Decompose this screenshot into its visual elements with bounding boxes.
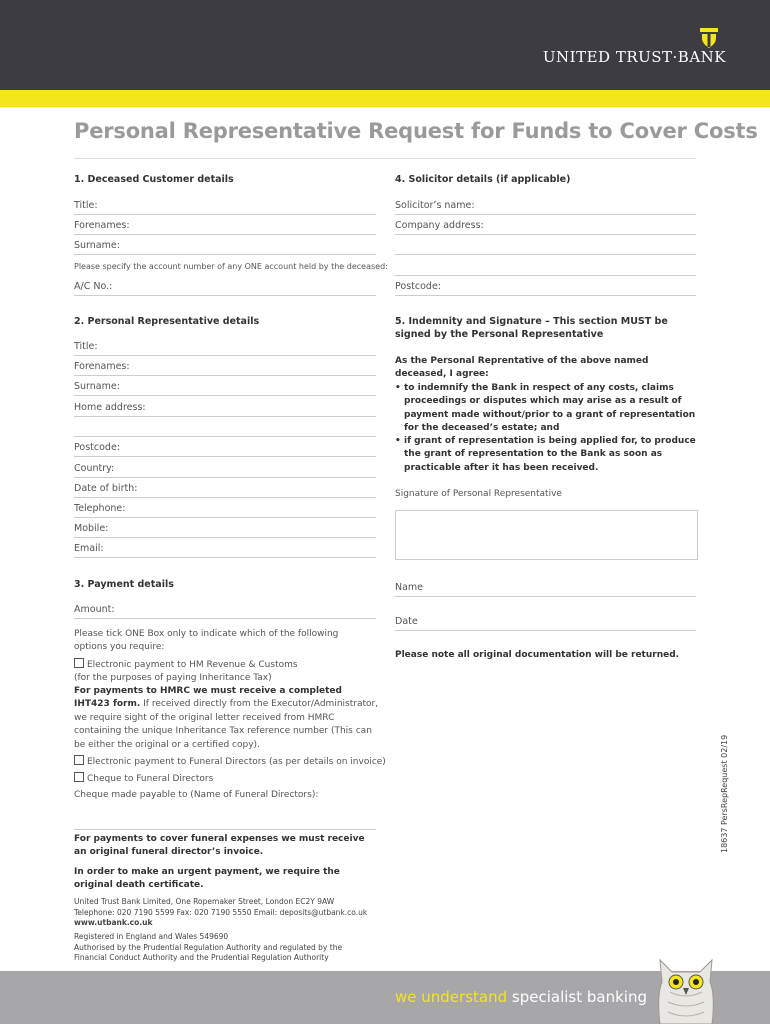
rep-telephone-field[interactable] — [74, 503, 376, 518]
hmrc-note-text: If received directly from the Executor/Administrator, we require sight of the original letter received from HMRC containing the unique Inheritance Tax reference number (This can be either the original or a certified copy). — [74, 699, 379, 750]
option-cheque-label: Cheque to Funeral Directors — [87, 774, 214, 784]
deceased-surname-label: Surname: — [74, 240, 120, 251]
rep-home-address-field[interactable] — [74, 402, 376, 417]
footer-address: United Trust Bank Limited, One Ropemaker Street, London EC2Y 9AW — [74, 897, 335, 906]
company-address-field[interactable] — [395, 220, 696, 235]
option-funeral-electronic-label: Electronic payment to Funeral Directors (as per details on invoice) — [87, 757, 386, 767]
hmrc-checkbox[interactable] — [74, 658, 84, 668]
rep-address-line2-field[interactable] — [74, 422, 376, 437]
owl-icon — [650, 952, 722, 1024]
rep-forenames-label: Forenames: — [74, 361, 130, 372]
bullet-dot-2: • — [395, 436, 401, 446]
solicitor-postcode-field[interactable] — [395, 281, 696, 296]
section2-heading: 2. Personal Representative details — [74, 316, 260, 327]
rep-postcode-label: Postcode: — [74, 442, 120, 453]
footer-authorised-line1: Authorised by the Prudential Regulation Authority and regulated by the — [74, 942, 343, 952]
rep-surname-field[interactable] — [74, 381, 376, 396]
tagline-highlight: we understand — [395, 988, 508, 1006]
cheque-payable-field[interactable] — [74, 829, 376, 830]
header-banner — [0, 0, 770, 90]
form-code: 18637 PersRepRequest 02/19 — [720, 734, 729, 853]
deceased-title-field[interactable] — [74, 200, 376, 215]
section3-heading: 3. Payment details — [74, 579, 174, 590]
tagline-rest: specialist banking — [511, 988, 647, 1006]
rep-name-field[interactable] — [395, 582, 696, 597]
company-address-label: Company address: — [395, 220, 484, 231]
option-hmrc-line2: (for the purposes of paying Inheritance Tax) — [74, 673, 272, 684]
indemnity-intro: As the Personal Reprentative of the above named deceased, I agree: — [395, 356, 649, 380]
option-cheque — [74, 772, 384, 786]
solicitor-name-field[interactable] — [395, 200, 696, 215]
funeral-invoice-note: For payments to cover funeral expenses we must receive an original funeral director’s invoice. — [74, 834, 365, 858]
rep-telephone-label: Telephone: — [74, 503, 126, 514]
section1-heading: 1. Deceased Customer details — [74, 174, 234, 185]
funeral-electronic-checkbox[interactable] — [74, 755, 84, 765]
signature-box[interactable] — [395, 510, 698, 560]
rep-title-label: Title: — [74, 341, 98, 352]
deceased-title-label: Title: — [74, 200, 98, 211]
rep-postcode-field[interactable] — [74, 442, 376, 457]
rep-name-label: Name — [395, 582, 424, 593]
title-divider — [74, 158, 696, 159]
cheque-checkbox[interactable] — [74, 772, 84, 782]
date-label: Date — [395, 616, 418, 627]
company-address-line3-field[interactable] — [395, 261, 696, 276]
rep-dob-label: Date of birth: — [74, 483, 138, 494]
rep-email-field[interactable] — [74, 543, 376, 558]
rep-title-field[interactable] — [74, 341, 376, 356]
amount-label: Amount: — [74, 604, 115, 615]
rep-home-address-label: Home address: — [74, 402, 146, 413]
date-field[interactable] — [395, 616, 696, 631]
section4-heading: 4. Solicitor details (if applicable) — [395, 174, 571, 185]
rep-country-field[interactable] — [74, 463, 376, 478]
bullet1-text: to indemnify the Bank in respect of any costs, claims proceedings or disputes which may arise as a result of payment made without/prior to a grant of representation for the deceased’s estate; and — [404, 383, 696, 434]
indemnity-bullet-2 — [395, 435, 700, 475]
rep-mobile-label: Mobile: — [74, 523, 109, 534]
footer-contact — [74, 897, 404, 929]
amount-field[interactable] — [74, 604, 376, 619]
page-title: Personal Representative Request for Funds to Cover Costs — [74, 119, 758, 143]
rep-forenames-field[interactable] — [74, 361, 376, 376]
shield-icon — [700, 28, 718, 48]
solicitor-postcode-label: Postcode: — [395, 281, 441, 292]
company-address-line2-field[interactable] — [395, 240, 696, 255]
option-hmrc — [74, 658, 384, 686]
tagline — [395, 988, 647, 1006]
logo-text: UNITED TRUST·BANK — [542, 48, 726, 66]
footer-phone-email: Telephone: 020 7190 5599 Fax: 020 7190 5550 Email: deposits@utbank.co.uk — [74, 907, 368, 917]
hmrc-requirements — [74, 685, 379, 752]
tick-instruction: Please tick ONE Box only to indicate which of the following options you require: — [74, 629, 339, 653]
footer-registered: Registered in England and Wales 549690 — [74, 932, 229, 941]
footer-authorised-line2: Financial Conduct Authority and the Prudential Regulation Authority — [74, 953, 329, 962]
bullet-dot-1: • — [395, 383, 401, 393]
documents-note: Please note all original documentation will be returned. — [395, 650, 680, 660]
account-number-label: A/C No.: — [74, 281, 113, 292]
bullet2-text: if grant of representation is being applied for, to produce the grant of representation to the Bank as soon as practicable after it has been received. — [404, 436, 696, 473]
urgent-payment-note: In order to make an urgent payment, we require the original death certificate. — [74, 867, 340, 891]
indemnity-bullet-1 — [395, 382, 700, 436]
account-note: Please specify the account number of any ONE account held by the deceased: — [74, 262, 388, 271]
solicitor-name-label: Solicitor’s name: — [395, 200, 475, 211]
rep-mobile-field[interactable] — [74, 523, 376, 538]
hmrc-bold-note: For payments to HMRC we must receive a completed IHT423 form. — [74, 686, 342, 710]
rep-surname-label: Surname: — [74, 381, 120, 392]
account-number-field[interactable] — [74, 281, 376, 296]
option-funeral-electronic — [74, 755, 384, 769]
rep-email-label: Email: — [74, 543, 104, 554]
cheque-payable-label: Cheque made payable to (Name of Funeral Directors): — [74, 790, 319, 800]
signature-label: Signature of Personal Representative — [395, 489, 562, 499]
footer-legal — [74, 932, 404, 964]
deceased-forenames-label: Forenames: — [74, 220, 130, 231]
rep-country-label: Country: — [74, 463, 115, 474]
section5-heading: 5. Indemnity and Signature – This section MUST be signed by the Personal Representative — [395, 316, 668, 341]
accent-bar — [0, 90, 770, 107]
rep-dob-field[interactable] — [74, 483, 376, 498]
footer-website[interactable]: www.utbank.co.uk — [74, 918, 153, 927]
deceased-surname-field[interactable] — [74, 240, 376, 255]
deceased-forenames-field[interactable] — [74, 220, 376, 235]
option-hmrc-line1: Electronic payment to HM Revenue & Customs — [87, 660, 298, 670]
